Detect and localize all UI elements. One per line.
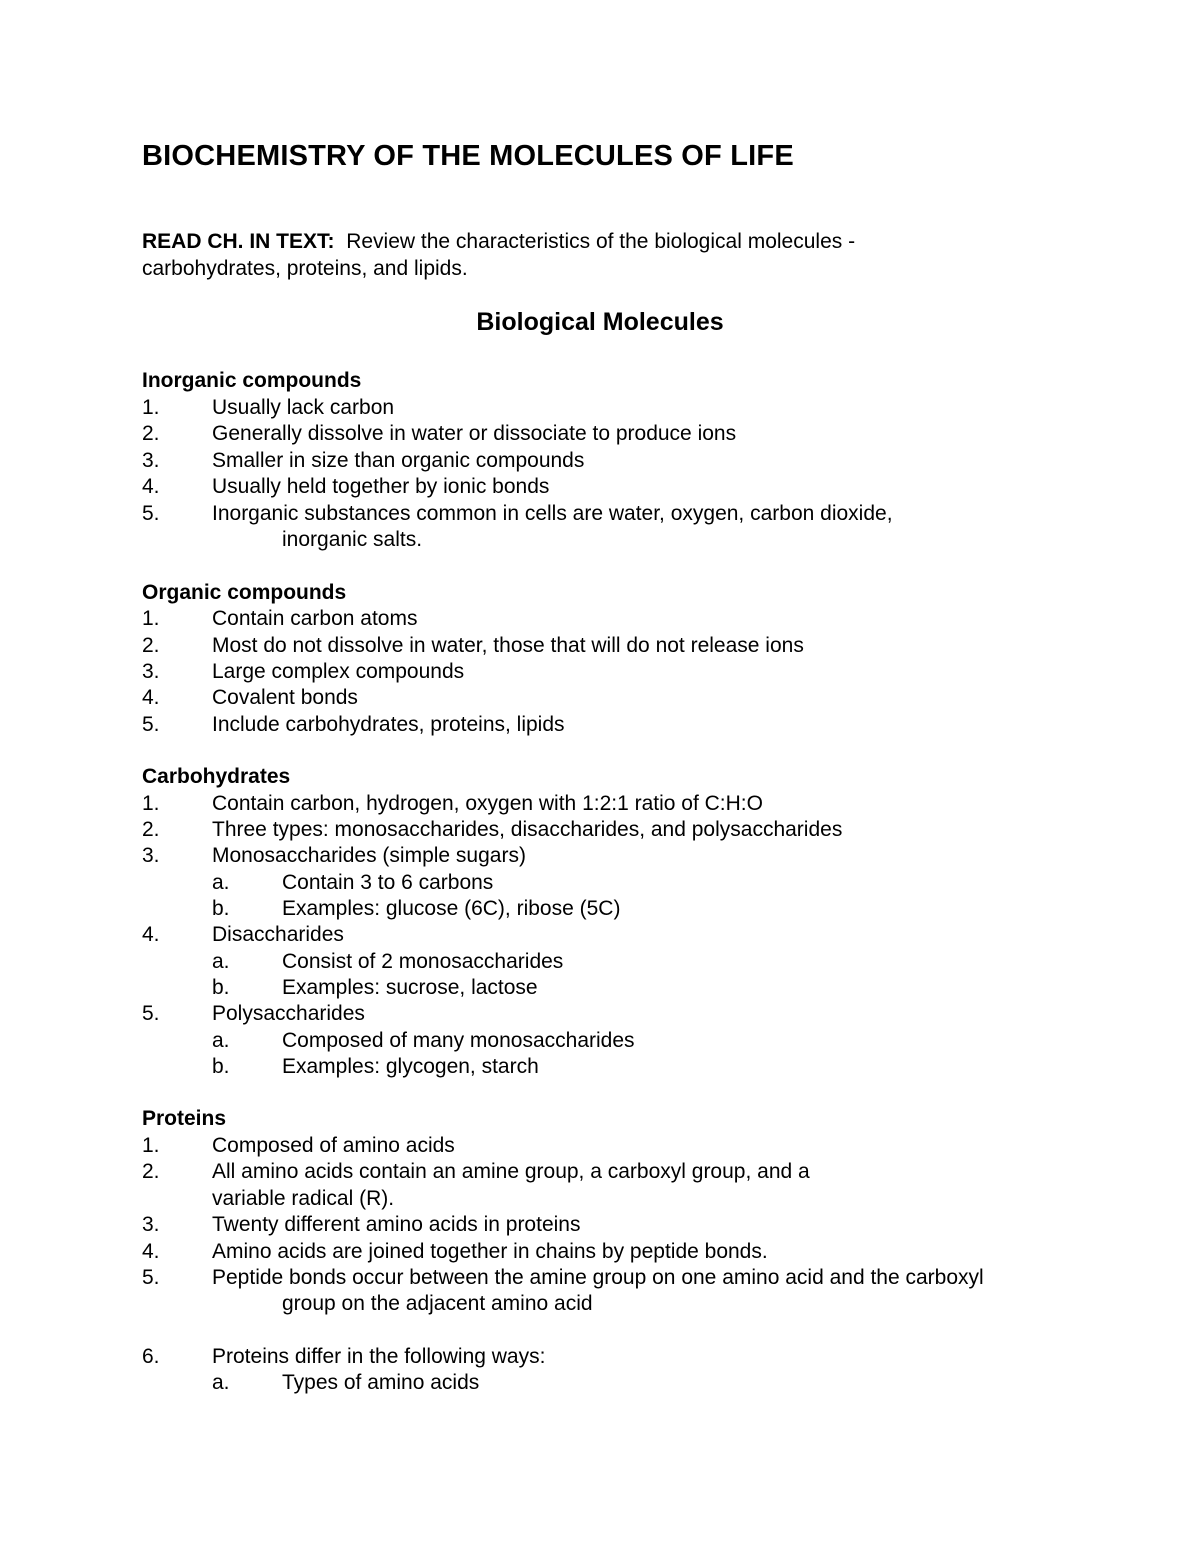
inorganic-num-3: 3. [142, 449, 160, 472]
organic-item-1: Contain carbon atoms [212, 607, 418, 630]
organic-num-3: 3. [142, 660, 160, 683]
protein-item-5: Peptide bonds occur between the amine group on one amino acid and the carboxyl [212, 1266, 984, 1289]
heading-carbohydrates: Carbohydrates [142, 765, 291, 788]
carb-num-4: 4. [142, 923, 160, 946]
protein-num-2: 2. [142, 1160, 160, 1183]
carb-3-sub-a-letter: a. [212, 871, 230, 894]
carb-item-2: Three types: monosaccharides, disaccharides, and polysaccharides [212, 818, 843, 841]
inorganic-item-5: Inorganic substances common in cells are water, oxygen, carbon dioxide, [212, 502, 893, 525]
carb-5-sub-b: Examples: glycogen, starch [282, 1055, 539, 1078]
carb-num-2: 2. [142, 818, 160, 841]
heading-organic: Organic compounds [142, 581, 347, 604]
organic-item-4: Covalent bonds [212, 686, 358, 709]
protein-item-4: Amino acids are joined together in chains by peptide bonds. [212, 1240, 768, 1263]
carb-item-4: Disaccharides [212, 923, 344, 946]
carb-num-3: 3. [142, 844, 160, 867]
carb-4-sub-a: Consist of 2 monosaccharides [282, 950, 564, 973]
carb-5-sub-b-letter: b. [212, 1055, 230, 1078]
intro-text-1: Review the characteristics of the biological molecules - [346, 230, 856, 253]
carb-5-sub-a-letter: a. [212, 1029, 230, 1052]
protein-num-6: 6. [142, 1345, 160, 1368]
protein-6-sub-a: Types of amino acids [282, 1371, 480, 1394]
organic-item-2: Most do not dissolve in water, those that will do not release ions [212, 634, 804, 657]
carb-item-5: Polysaccharides [212, 1002, 365, 1025]
organic-num-2: 2. [142, 634, 160, 657]
inorganic-item-2: Generally dissolve in water or dissociate to produce ions [212, 422, 737, 445]
carb-3-sub-a: Contain 3 to 6 carbons [282, 871, 494, 894]
inorganic-item-5-cont: inorganic salts. [282, 528, 423, 551]
carb-num-5: 5. [142, 1002, 160, 1025]
protein-num-5: 5. [142, 1266, 160, 1289]
protein-num-4: 4. [142, 1240, 160, 1263]
carb-4-sub-b: Examples: sucrose, lactose [282, 976, 538, 999]
inorganic-num-1: 1. [142, 396, 160, 419]
inorganic-num-2: 2. [142, 422, 160, 445]
inorganic-item-3: Smaller in size than organic compounds [212, 449, 585, 472]
protein-item-3: Twenty different amino acids in proteins [212, 1213, 581, 1236]
section-subtitle: Biological Molecules [476, 308, 724, 336]
carb-item-1: Contain carbon, hydrogen, oxygen with 1:2:1 ratio of C:H:O [212, 792, 763, 815]
carb-num-1: 1. [142, 792, 160, 815]
organic-num-4: 4. [142, 686, 160, 709]
protein-item-2: All amino acids contain an amine group, a carboxyl group, and a [212, 1160, 810, 1183]
intro-line-1 [142, 228, 855, 255]
organic-item-3: Large complex compounds [212, 660, 465, 683]
protein-num-1: 1. [142, 1134, 160, 1157]
carb-item-3: Monosaccharides (simple sugars) [212, 844, 526, 867]
inorganic-item-1: Usually lack carbon [212, 396, 395, 419]
protein-item-1: Composed of amino acids [212, 1134, 455, 1157]
protein-item-2-cont: variable radical (R). [212, 1187, 395, 1210]
carb-4-sub-b-letter: b. [212, 976, 230, 999]
organic-num-1: 1. [142, 607, 160, 630]
protein-item-5-cont: group on the adjacent amino acid [282, 1292, 593, 1315]
intro-text-2: carbohydrates, proteins, and lipids. [142, 257, 468, 280]
inorganic-item-4: Usually held together by ionic bonds [212, 475, 550, 498]
inorganic-num-4: 4. [142, 475, 160, 498]
carb-5-sub-a: Composed of many monosaccharides [282, 1029, 635, 1052]
heading-inorganic: Inorganic compounds [142, 369, 362, 392]
organic-num-5: 5. [142, 713, 160, 736]
protein-item-6: Proteins differ in the following ways: [212, 1345, 546, 1368]
document-title: BIOCHEMISTRY OF THE MOLECULES OF LIFE [142, 140, 794, 172]
carb-3-sub-b-letter: b. [212, 897, 230, 920]
inorganic-num-5: 5. [142, 502, 160, 525]
organic-item-5: Include carbohydrates, proteins, lipids [212, 713, 565, 736]
heading-proteins: Proteins [142, 1107, 227, 1130]
protein-num-3: 3. [142, 1213, 160, 1236]
carb-4-sub-a-letter: a. [212, 950, 230, 973]
protein-6-sub-a-letter: a. [212, 1371, 230, 1394]
intro-label: READ CH. IN TEXT: [142, 230, 335, 253]
carb-3-sub-b: Examples: glucose (6C), ribose (5C) [282, 897, 621, 920]
